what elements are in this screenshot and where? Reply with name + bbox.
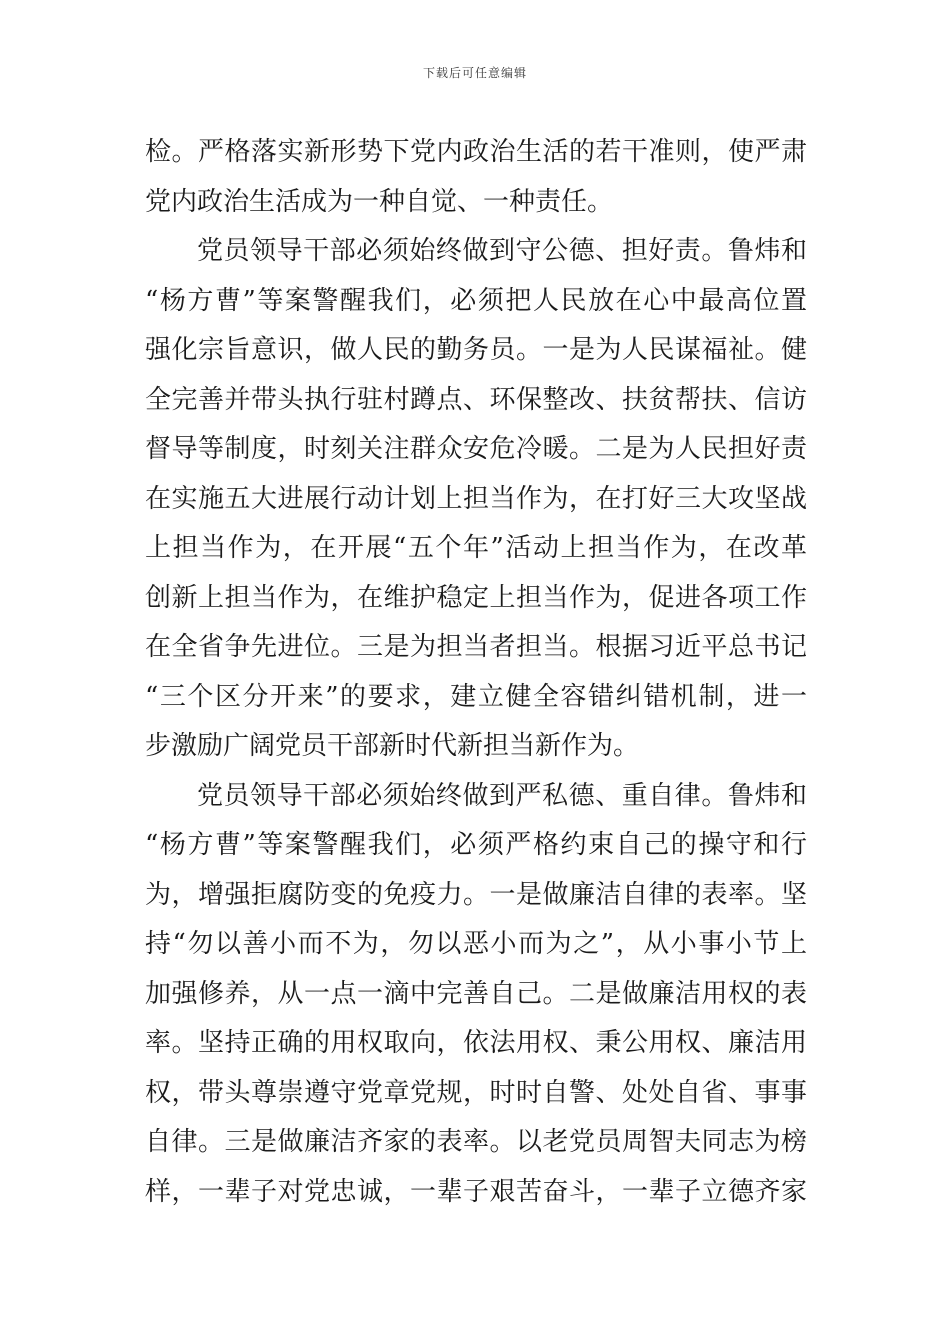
text-line: 创新上担当作为，在维护稳定上担当作为，促进各项工作 [145, 582, 807, 613]
text-line: 党员领导干部必须始终做到严私德、重自律。鲁炜和 [197, 780, 807, 811]
text-line: 权，带头尊崇遵守党章党规，时时自警、处处自省、事事 [145, 1077, 807, 1108]
text-line: 强化宗旨意识，做人民的勤务员。一是为人民谋福祉。健 [145, 335, 807, 365]
text-line: 党员领导干部必须始终做到守公德、担好责。鲁炜和 [197, 236, 807, 266]
text-line: 率。坚持正确的用权取向，依法用权、秉公用权、廉洁用 [145, 1028, 807, 1058]
text-line: “三个区分开来”的要求，建立健全容错纠错机制，进一 [145, 681, 807, 712]
text-line: 在实施五大进展行动计划上担当作为，在打好三大攻坚战 [145, 483, 807, 514]
text-line: 上担当作为，在开展“五个年”活动上担当作为，在改革 [145, 533, 807, 563]
text-line: 加强修养，从一点一滴中完善自己。二是做廉洁用权的表 [145, 978, 807, 1009]
text-line: 督导等制度，时刻关注群众安危冷暖。二是为人民担好责 [145, 434, 807, 464]
text-line: 为，增强拒腐防变的免疫力。一是做廉洁自律的表率。坚 [145, 879, 807, 910]
text-line: 步激励广阔党员干部新时代新担当新作为。 [145, 731, 640, 761]
text-line: 全完善并带头执行驻村蹲点、环保整改、扶贫帮扶、信访 [145, 384, 807, 415]
text-line: 党内政治生活成为一种自觉、一种责任。 [145, 186, 614, 217]
document-body [145, 128, 807, 1217]
paragraph-1 [145, 128, 807, 227]
text-line: “杨方曹”等案警醒我们，必须把人民放在心中最高位置 [145, 285, 807, 316]
page-header: 下载后可任意编辑 [422, 66, 527, 80]
paragraph-2 [145, 227, 807, 772]
text-line: 持“勿以善小而不为，勿以恶小而为之”，从小事小节上 [145, 929, 807, 959]
text-line: “杨方曹”等案警醒我们，必须严格约束自己的操守和行 [145, 830, 807, 860]
text-line: 自律。三是做廉洁齐家的表率。以老党员周智夫同志为榜 [145, 1127, 807, 1157]
text-line: 在全省争先进位。三是为担当者担当。根据习近平总书记 [145, 632, 807, 662]
text-line: 检。严格落实新形势下党内政治生活的若干准则，使严肃 [145, 137, 807, 167]
paragraph-3 [145, 772, 807, 1218]
text-line: 样，一辈子对党忠诚，一辈子艰苦奋斗，一辈子立德齐家 [145, 1176, 807, 1207]
